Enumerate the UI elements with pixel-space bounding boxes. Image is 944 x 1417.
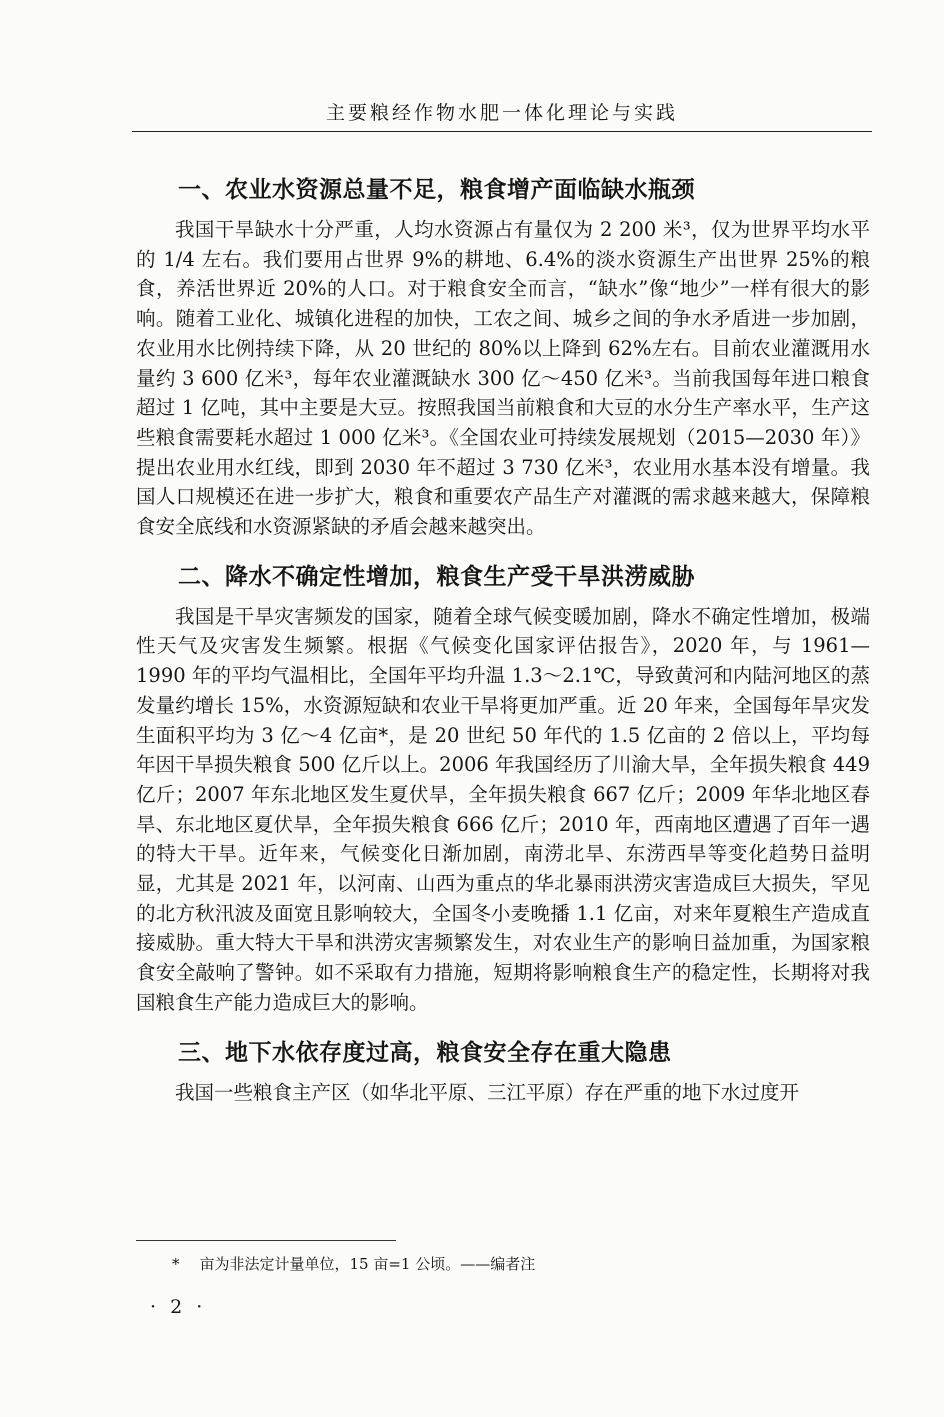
- page-content: [136, 165, 870, 1117]
- section-paragraph-2: 我国是干旱灾害频发的国家，随着全球气候变暖加剧，降水不确定性增加，极端性天气及灾害发生频繁。根据《气候变化国家评估报告》，2020 年，与 1961—1990 年的平均气温相比，全国年平均升温 1.3～2.1℃，导致黄河和内陆河地区的蒸发量约增长 15%，水资源短缺和农业干旱将更加严重。近 20 年来，全国每年旱灾发生面积平均为 3 亿～4 亿亩*，是 20 世纪 50 年代的 1.5 亿亩的 2 倍以上，平均每年因干旱损失粮食 500 亿斤以上。2006 年我国经历了川渝大旱，全年损失粮食 449 亿斤；2007 年东北地区发生夏伏旱，全年损失粮食 667 亿斤；2009 年华北地区春旱、东北地区夏伏旱，全年损失粮食 666 亿斤；2010 年，西南地区遭遇了百年一遇的特大干旱。近年来，气候变化日渐加剧，南涝北旱、东涝西旱等变化趋势日益明显，尤其是 2021 年，以河南、山西为重点的华北暴雨洪涝灾害造成巨大损失，罕见的北方秋汛波及面宽且影响较大，全国冬小麦晚播 1.1 亿亩，对来年夏粮生产造成直接威胁。重大特大干旱和洪涝灾害频繁发生，对农业生产的影响日益加重，为国家粮食安全敲响了警钟。如不采取有力措施，短期将影响粮食生产的稳定性，长期将对我国粮食生产能力造成巨大的影响。: [136, 604, 870, 1014]
- header-rule: [132, 131, 872, 132]
- footnote-mark: *: [172, 1255, 180, 1273]
- page-number: · 2 ·: [150, 1296, 207, 1318]
- footnote-text: 亩为非法定计量单位，15 亩=1 公顷。——编者注: [199, 1255, 536, 1273]
- section-paragraph-3: 我国一些粮食主产区（如华北平原、三江平原）存在严重的地下水过度开: [175, 1080, 800, 1104]
- footnote-rule: [136, 1240, 396, 1241]
- running-header: 主要粮经作物水肥一体化理论与实践: [325, 102, 678, 124]
- section-heading-3: 三、地下水依存度过高，粮食安全存在重大隐患: [178, 1039, 672, 1066]
- section-heading-1: 一、农业水资源总量不足，粮食增产面临缺水瓶颈: [178, 177, 695, 203]
- section-paragraph-1: 我国干旱缺水十分严重，人均水资源占有量仅为 2 200 米³，仅为世界平均水平的 1/4 左右。我们要用占世界 9%的耕地、6.4%的淡水资源生产出世界 25%的粮食，养活世界近 20%的人口。对于粮食安全而言，“缺水”像“地少”一样有很大的影响。随着工业化、城镇化进程的加快，工农之间、城乡之间的争水矛盾进一步加剧，农业用水比例持续下降，从 20 世纪的 80%以上降到 62%左右。目前农业灌溉用水量约 3 600 亿米³，每年农业灌溉缺水 300 亿～450 亿米³。当前我国每年进口粮食超过 1 亿吨，其中主要是大豆。按照我国当前粮食和大豆的水分生产率水平，生产这些粮食需要耗水超过 1 000 亿米³。《全国农业可持续发展规划（2015—2030 年）》提出农业用水红线，即到 2030 年不超过 3 730 亿米³，农业用水基本没有增量。我国人口规模还在进一步扩大，粮食和重要农产品生产对灌溉的需求越来越大，保障粮食安全底线和水资源紧缺的矛盾会越来越突出。: [136, 218, 870, 539]
- footnote: [172, 1253, 535, 1274]
- section-heading-2: 二、降水不确定性增加，粮食生产受干旱洪涝威胁: [178, 563, 695, 590]
